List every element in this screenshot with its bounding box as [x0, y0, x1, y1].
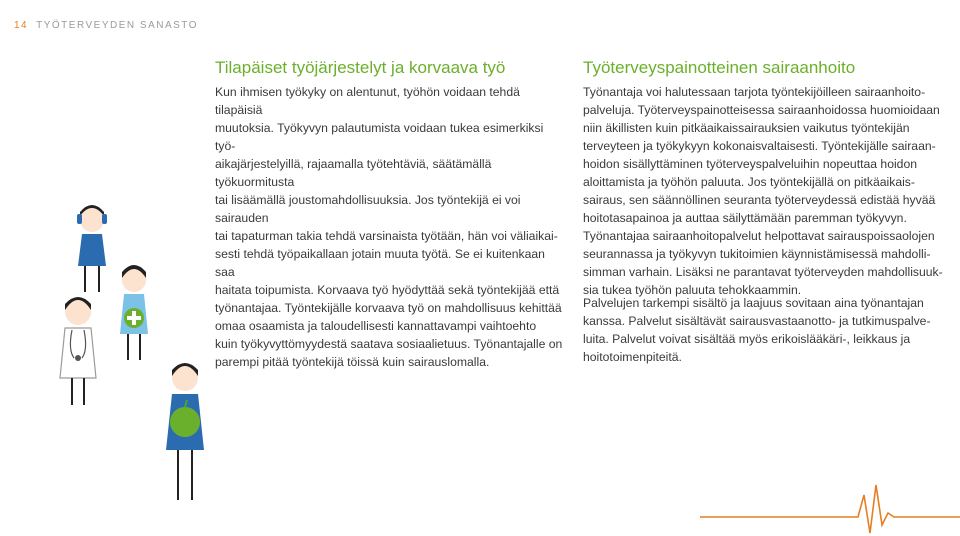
- page-header: [14, 20, 198, 31]
- left-body: Kun ihmisen työkyky on alentunut, työhön voidaan tehdä tilapäisiä muutoksia. Työkyvyn palautumista voidaan tukea esimerkiksi työ- aikajärjestelyillä, rajaamalla työtehtäviä, säätämällä työkuormitusta tai lisäämällä joustomahdollisuuksia. Jos työntekijä ei voi sairauden tai tapaturman takia tehdä varsinaista työtään, hän voi väliaikai- sesti tehdä työpaikallaan jotain muuta työtä. Se ei kuitenkaan saa haitata toipumista. Korvaava työ hyödyttää sekä työntekijää että työnantajaa. Työntekijälle korvaava työ on mahdollisuus kehittää omaa osaamista ja taloudellisesti kannattavampi vaihtoehto kuin työkyvyttömyydestä saatava sosiaalietuus. Työnantajalle on parempi pitää työntekijä töissä kuin sairauslomalla.: [215, 85, 563, 369]
- man-with-apple-figure: [166, 363, 204, 500]
- page-number: 14: [14, 20, 29, 31]
- doctor-figure: [60, 297, 96, 405]
- headset-woman-figure: [77, 205, 107, 292]
- nurse-figure: [120, 265, 148, 360]
- left-heading: Tilapäiset työjärjestelyt ja korvaava työ: [215, 58, 506, 77]
- right-body-1: Työnantaja voi halutessaan tarjota työntekijöilleen sairaanhoito- palveluja. Työterveyspainotteisessa sairaanhoidossa huomioidaan niin äkillisten kuin pitkäaikaissairauksien vaikutus työntekijän terveyteen ja työkykyyn kokonaisvaltaisesti. Työntekijälle sairaan- hoidon sisällyttäminen työterveyspalveluihin nopeuttaa hoidon aloittamista ja työhön paluuta. Jos työntekijällä on pitkäaikais- sairaus, sen säännöllinen seuranta työterveydessä edistää hyvää hoitotasapainoa ja auttaa säilyttämään paremman työkyvyn. Työnantajaa sairaanhoitopalvelut helpottavat sairauspoissaolojen seurannassa ja työkyvyn tukitoimien käynnistämisessä mahdolli- simman varhain. Lisäksi ne parantavat työterveyden mahdollisuuk- sia tukea työhön paluuta tehokkaammin.: [583, 85, 943, 297]
- right-body-2: Palvelujen tarkempi sisältö ja laajuus sovitaan aina työnantajan kanssa. Palvelut sisältävät sairausvastaanotto- ja tutkimuspalve- luita. Palvelut voivat sisältää myös erikoislääkäri-, leikkaus ja hoitotoimenpiteitä.: [583, 296, 931, 364]
- right-heading: Työterveyspainotteinen sairaanhoito: [583, 58, 856, 77]
- people-illustration: [50, 200, 220, 510]
- left-column: [215, 58, 565, 371]
- section-title: TYÖTERVEYDEN SANASTO: [36, 20, 199, 31]
- heartbeat-line-icon: [700, 455, 960, 536]
- right-column: [583, 58, 943, 364]
